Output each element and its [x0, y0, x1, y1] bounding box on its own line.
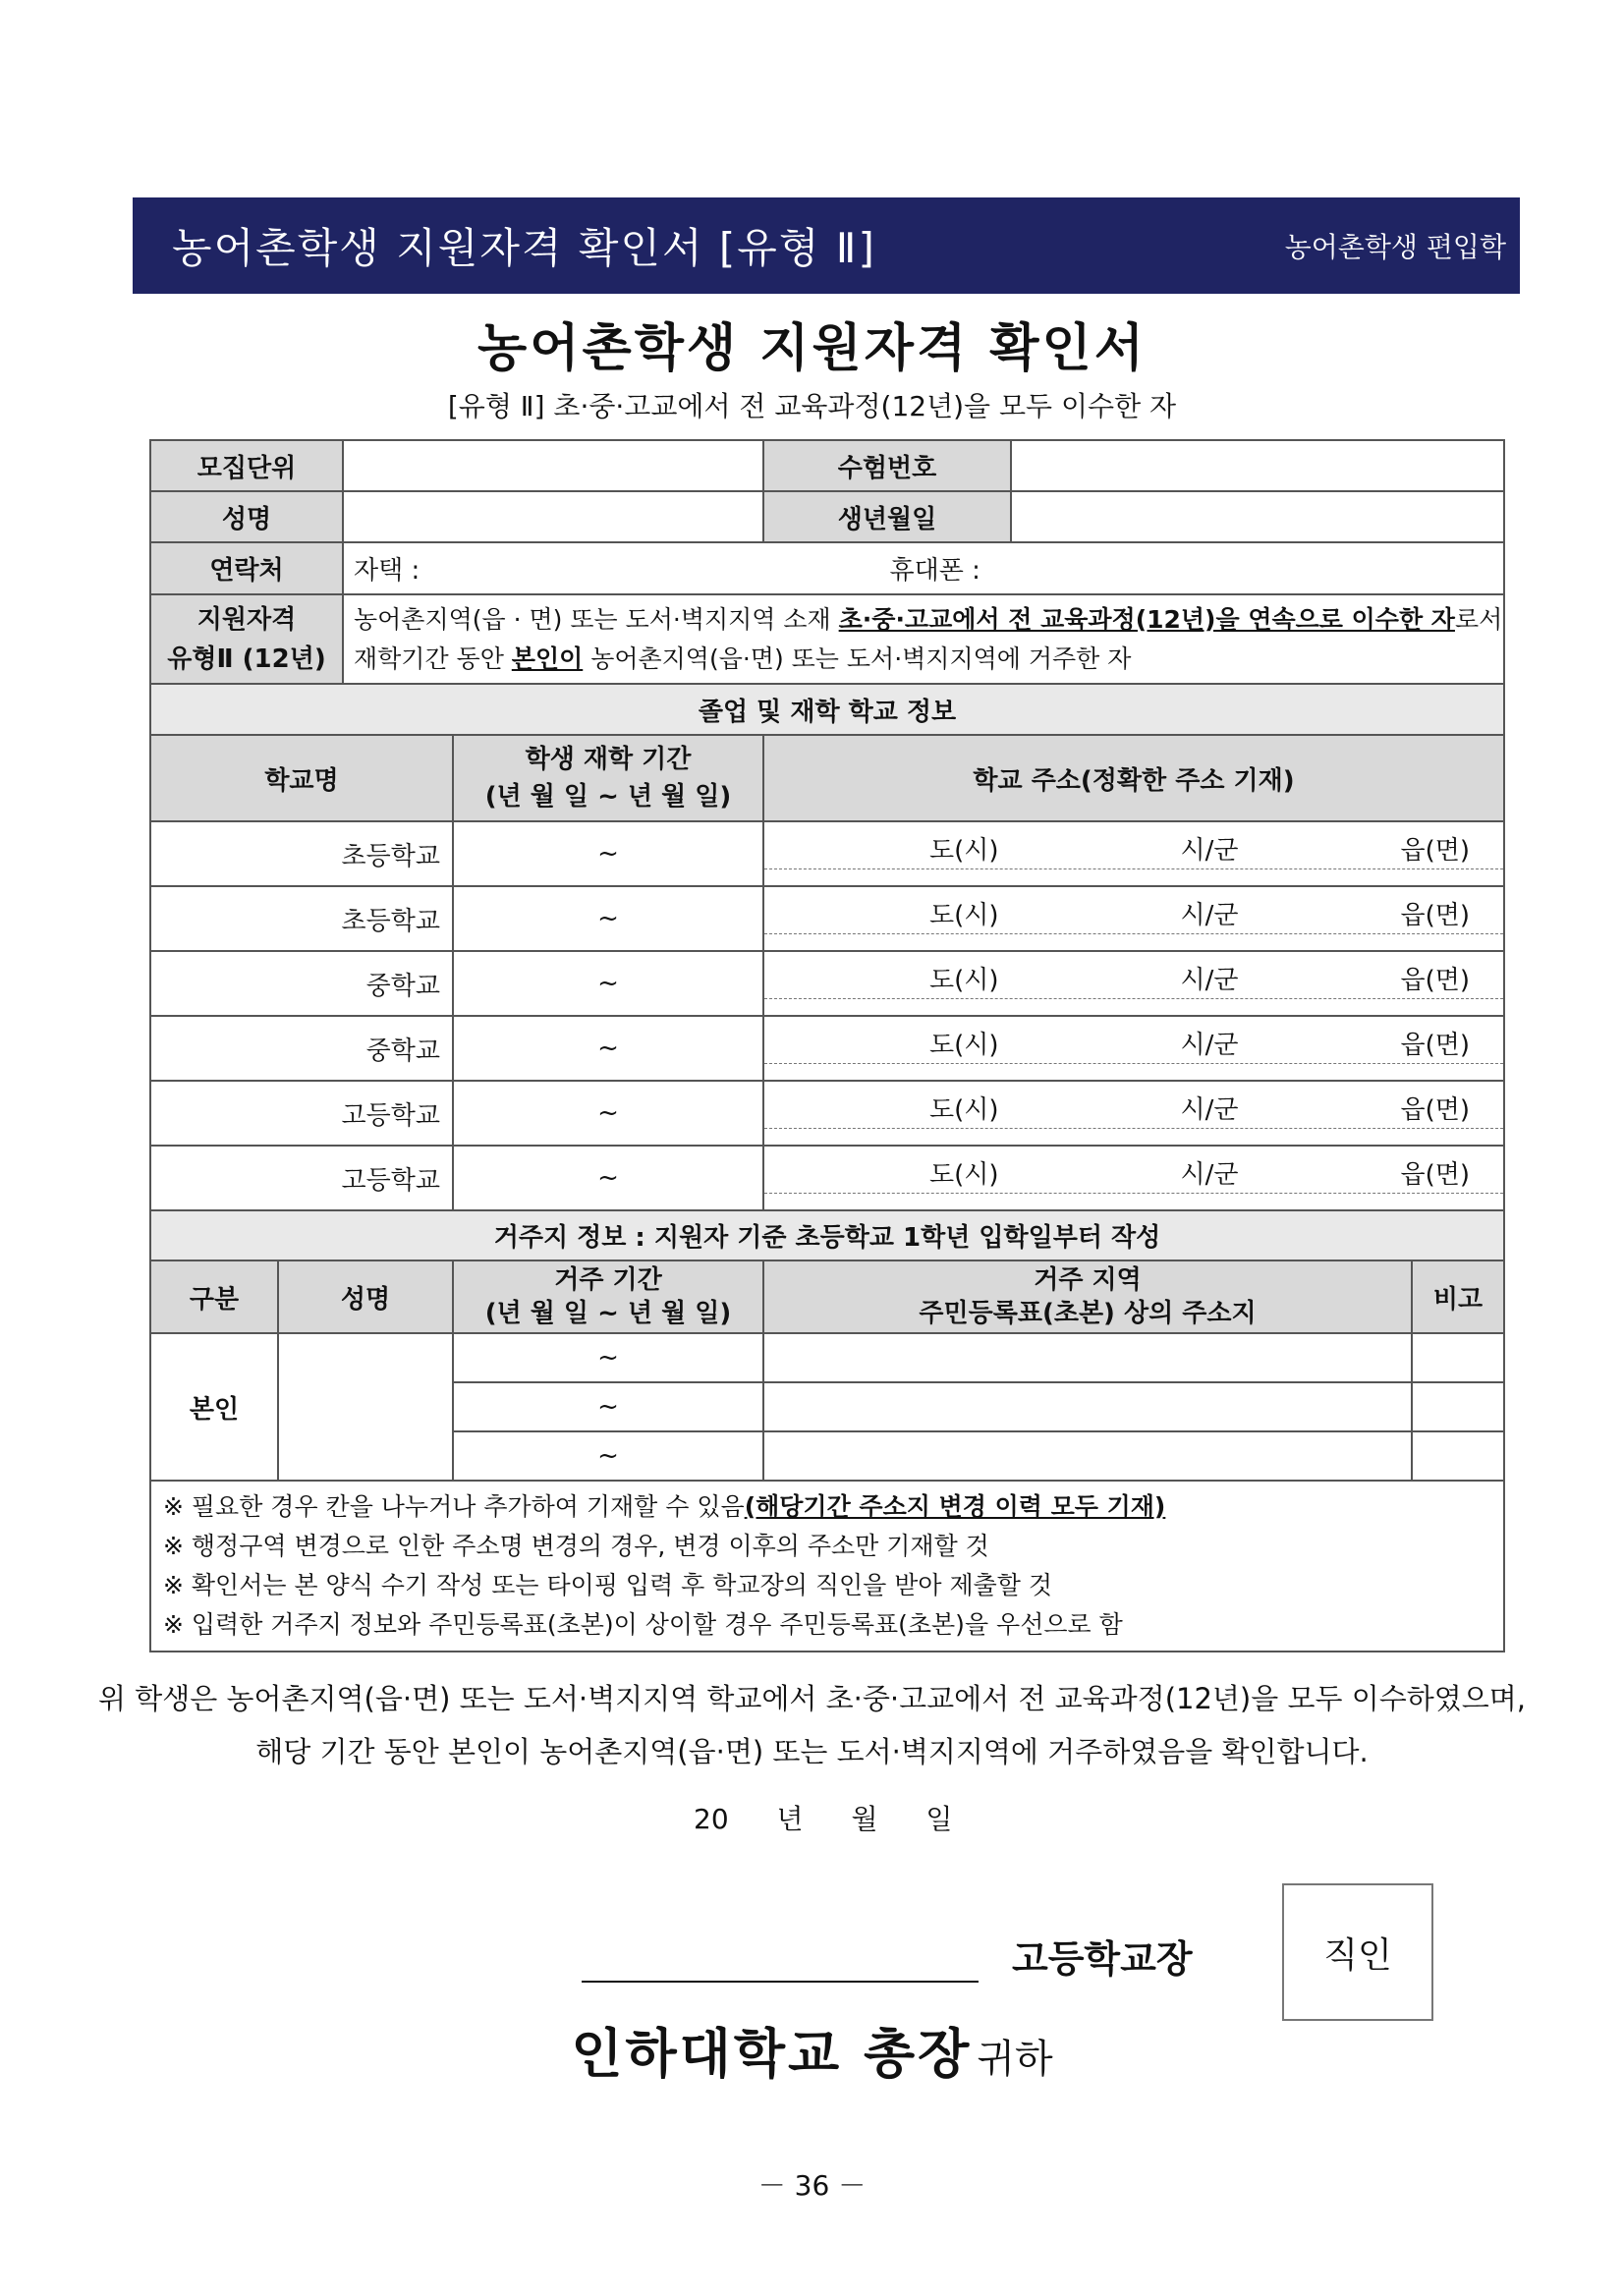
school-period-field[interactable]: ~ — [453, 886, 763, 951]
school-address-field[interactable] — [763, 1081, 1504, 1146]
school-type-cell[interactable]: 중학교 — [150, 951, 453, 1016]
exam-no-field[interactable] — [1011, 440, 1504, 491]
self-label: 본인 — [150, 1333, 278, 1481]
school-period-field[interactable]: ~ — [453, 821, 763, 886]
residence-info-table — [149, 1209, 1505, 1652]
addressee-suffix: 귀하 — [977, 2037, 1053, 2082]
school-address-field[interactable] — [763, 951, 1504, 1016]
addr-do-label: 도(시) — [929, 1094, 999, 1125]
school-address-field[interactable] — [763, 1016, 1504, 1081]
confirmation-line-2: 해당 기간 동안 본인이 농어촌지역(읍·면) 또는 도서·벽지지역에 거주하였음을 확인합니다. — [255, 1735, 1369, 1768]
exam-no-label: 수험번호 — [763, 440, 1011, 491]
addr-si-label: 시/군 — [1180, 1030, 1239, 1060]
school-type-cell[interactable]: 고등학교 — [150, 1146, 453, 1210]
school-row — [150, 1016, 1504, 1081]
home-phone-label: 자택 : — [354, 556, 420, 586]
applicant-info-table — [149, 439, 1505, 685]
school-row — [150, 1146, 1504, 1210]
residence-type-header: 구분 — [150, 1260, 278, 1333]
birth-label: 생년월일 — [763, 491, 1011, 542]
qualification-label: 지원자격 유형Ⅱ (12년) — [150, 594, 343, 684]
residence-period-field[interactable]: ~ — [453, 1333, 763, 1382]
addr-si-label: 시/군 — [1180, 835, 1239, 866]
addr-do-label: 도(시) — [929, 965, 999, 995]
school-type-cell[interactable]: 중학교 — [150, 1016, 453, 1081]
school-period-field[interactable]: ~ — [453, 1146, 763, 1210]
document-title: 농어촌학생 지원자격 확인서 — [477, 319, 1147, 378]
school-address-header: 학교 주소(정확한 주소 기재) — [763, 735, 1504, 821]
addr-do-label: 도(시) — [929, 900, 999, 930]
school-period-field[interactable]: ~ — [453, 1016, 763, 1081]
addr-si-label: 시/군 — [1180, 1094, 1239, 1125]
name-label: 성명 — [150, 491, 343, 542]
addr-do-label: 도(시) — [929, 835, 999, 866]
unit-field[interactable] — [343, 440, 763, 491]
school-head-label: 고등학교장 — [1012, 1937, 1193, 1981]
contact-label: 연락처 — [150, 542, 343, 594]
school-period-field[interactable]: ~ — [453, 1081, 763, 1146]
confirmation-statement — [0, 1672, 1624, 1778]
school-address-field[interactable] — [763, 821, 1504, 886]
confirmation-line-1: 위 학생은 농어촌지역(읍·면) 또는 도서·벽지지역 학교에서 초·중·고교에서 전 교육과정(12년)을 모두 이수하였으며, — [97, 1682, 1527, 1715]
addr-eup-label: 읍(면) — [1400, 1030, 1471, 1060]
school-section-title: 졸업 및 재학 학교 정보 — [150, 684, 1504, 735]
residence-period-header: 거주 기간 (년 월 일 ~ 년 월 일) — [453, 1260, 763, 1333]
banner-title: 농어촌학생 지원자격 확인서 [유형 Ⅱ] — [172, 224, 876, 272]
school-row — [150, 821, 1504, 886]
official-seal-box — [1282, 1883, 1433, 2021]
school-address-field[interactable] — [763, 1146, 1504, 1210]
residence-note-field[interactable] — [1412, 1431, 1504, 1481]
school-address-field[interactable] — [763, 886, 1504, 951]
addr-eup-label: 읍(면) — [1400, 1159, 1471, 1190]
note-4: ※ 입력한 거주지 정보와 주민등록표(초본)이 상이할 경우 주민등록표(초본)을 우선으로 함 — [163, 1610, 1123, 1639]
school-type-cell[interactable]: 초등학교 — [150, 886, 453, 951]
residence-section-title: 거주지 정보 : 지원자 기준 초등학교 1학년 입학일부터 작성 — [150, 1210, 1504, 1260]
residence-period-field[interactable]: ~ — [453, 1382, 763, 1431]
addr-eup-label: 읍(면) — [1400, 900, 1471, 930]
addr-si-label: 시/군 — [1180, 1159, 1239, 1190]
note-3: ※ 확인서는 본 양식 수기 작성 또는 타이핑 입력 후 학교장의 직인을 받아 제출할 것 — [163, 1571, 1053, 1599]
name-field[interactable] — [343, 491, 763, 542]
school-info-table — [149, 683, 1505, 1211]
header-banner — [133, 197, 1520, 294]
school-period-field[interactable]: ~ — [453, 951, 763, 1016]
mobile-label: 휴대폰 : — [889, 556, 980, 586]
school-name-line[interactable] — [582, 1981, 979, 1983]
banner-tag: 농어촌학생 편입학 — [1284, 231, 1506, 263]
addr-eup-label: 읍(면) — [1400, 1094, 1471, 1125]
addressee-main: 인하대학교 총장 — [571, 2023, 973, 2085]
date-line[interactable]: 20 년 월 일 — [694, 1803, 953, 1835]
unit-label: 모집단위 — [150, 440, 343, 491]
residence-region-field[interactable] — [763, 1333, 1412, 1382]
addr-si-label: 시/군 — [1180, 965, 1239, 995]
note-1: ※ 필요한 경우 칸을 나누거나 추가하여 기재할 수 있음(해당기간 주소지 변경 이력 모두 기재) — [163, 1492, 1166, 1521]
addr-eup-label: 읍(면) — [1400, 965, 1471, 995]
addr-do-label: 도(시) — [929, 1159, 999, 1190]
residence-note-field[interactable] — [1412, 1333, 1504, 1382]
addr-do-label: 도(시) — [929, 1030, 999, 1060]
qualification-text: 농어촌지역(읍 · 면) 또는 도서·벽지지역 소재 초·중·고교에서 전 교육과정(12년)을 연속으로 이수한 자로서 재학기간 동안 본인이 농어촌지역(읍·면) 또는 도서·벽지지역에 거주한 자 — [343, 594, 1504, 684]
residence-period-field[interactable]: ~ — [453, 1431, 763, 1481]
note-2: ※ 행정구역 변경으로 인한 주소명 변경의 경우, 변경 이후의 주소만 기재할 것 — [163, 1532, 989, 1560]
residence-region-field[interactable] — [763, 1431, 1412, 1481]
residence-name-field[interactable] — [278, 1333, 453, 1481]
document-subtitle: [유형 Ⅱ] 초·중·고교에서 전 교육과정(12년)을 모두 이수한 자 — [447, 390, 1177, 422]
school-row — [150, 886, 1504, 951]
residence-note-header: 비고 — [1412, 1260, 1504, 1333]
residence-region-header: 거주 지역 주민등록표(초본) 상의 주소지 — [763, 1260, 1412, 1333]
addr-eup-label: 읍(면) — [1400, 835, 1471, 866]
residence-name-header: 성명 — [278, 1260, 453, 1333]
contact-field[interactable] — [343, 542, 1504, 594]
notes-box — [150, 1481, 1504, 1652]
school-period-header: 학생 재학 기간 (년 월 일 ~ 년 월 일) — [453, 735, 763, 821]
addressee — [0, 2012, 1624, 2088]
school-type-cell[interactable]: 고등학교 — [150, 1081, 453, 1146]
residence-note-field[interactable] — [1412, 1382, 1504, 1431]
seal-label: 직인 — [1323, 1934, 1392, 1976]
residence-region-field[interactable] — [763, 1382, 1412, 1431]
school-type-cell[interactable]: 초등학교 — [150, 821, 453, 886]
school-name-header: 학교명 — [150, 735, 453, 821]
page-number: － 36 － — [757, 2169, 867, 2202]
birth-field[interactable] — [1011, 491, 1504, 542]
school-row — [150, 1081, 1504, 1146]
school-row — [150, 951, 1504, 1016]
addr-si-label: 시/군 — [1180, 900, 1239, 930]
